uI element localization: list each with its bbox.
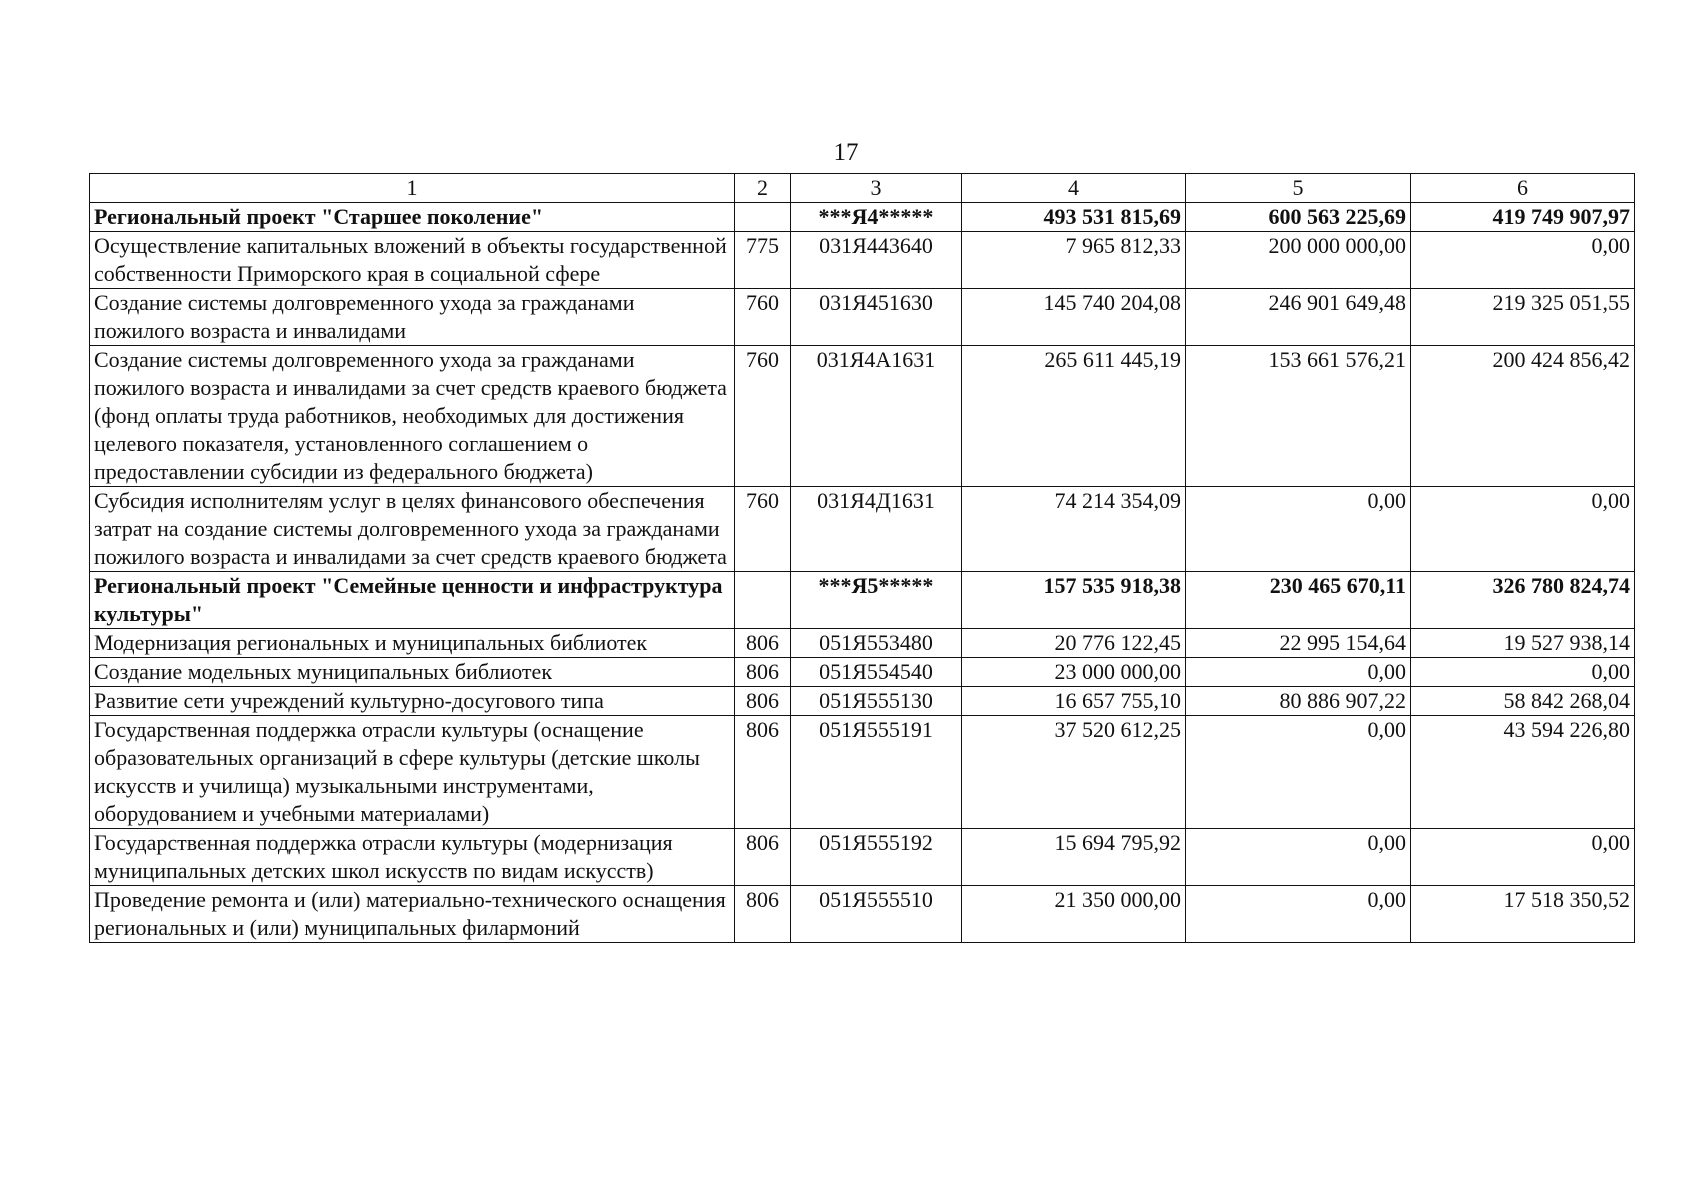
row-target-article: 031Я451630 bbox=[791, 289, 962, 346]
row-amount-col4: 37 520 612,25 bbox=[962, 716, 1186, 829]
column-number-row bbox=[90, 174, 1635, 203]
column-number: 1 bbox=[90, 174, 735, 203]
row-amount-col4: 15 694 795,92 bbox=[962, 829, 1186, 886]
row-amount-col5: 200 000 000,00 bbox=[1186, 232, 1411, 289]
project-row bbox=[90, 572, 1635, 629]
table-row bbox=[90, 487, 1635, 572]
row-target-article: ***Я5***** bbox=[791, 572, 962, 629]
column-number: 4 bbox=[962, 174, 1186, 203]
row-amount-col6: 200 424 856,42 bbox=[1411, 346, 1635, 487]
row-amount-col4: 23 000 000,00 bbox=[962, 658, 1186, 687]
row-name: Региональный проект "Семейные ценности и инфраструктура культуры" bbox=[90, 572, 735, 629]
project-row bbox=[90, 203, 1635, 232]
table-row bbox=[90, 687, 1635, 716]
column-number: 2 bbox=[735, 174, 791, 203]
row-amount-col5: 0,00 bbox=[1186, 829, 1411, 886]
row-amount-col5: 153 661 576,21 bbox=[1186, 346, 1411, 487]
row-code: 806 bbox=[735, 658, 791, 687]
row-name: Создание модельных муниципальных библиотек bbox=[90, 658, 735, 687]
column-number: 6 bbox=[1411, 174, 1635, 203]
row-amount-col6: 0,00 bbox=[1411, 658, 1635, 687]
table-row bbox=[90, 658, 1635, 687]
table-body bbox=[90, 174, 1635, 943]
row-amount-col4: 265 611 445,19 bbox=[962, 346, 1186, 487]
row-amount-col5: 230 465 670,11 bbox=[1186, 572, 1411, 629]
row-target-article: 031Я4Д1631 bbox=[791, 487, 962, 572]
table-row bbox=[90, 232, 1635, 289]
row-code: 806 bbox=[735, 716, 791, 829]
row-target-article: 051Я554540 bbox=[791, 658, 962, 687]
row-name: Создание системы долговременного ухода за гражданами пожилого возраста и инвалидами за счет средств краевого бюджета (фонд оплаты труда работников, необходимых для достижения целевого показателя, установленного соглашением о предоставлении субсидии из федерального бюджета) bbox=[90, 346, 735, 487]
row-amount-col4: 493 531 815,69 bbox=[962, 203, 1186, 232]
row-name: Государственная поддержка отрасли культуры (модернизация муниципальных детских школ искусств по видам искусств) bbox=[90, 829, 735, 886]
row-amount-col4: 16 657 755,10 bbox=[962, 687, 1186, 716]
row-amount-col6: 19 527 938,14 bbox=[1411, 629, 1635, 658]
row-name: Проведение ремонта и (или) материально-технического оснащения региональных и (или) муниципальных филармоний bbox=[90, 886, 735, 943]
row-target-article: 051Я555191 bbox=[791, 716, 962, 829]
row-code: 760 bbox=[735, 346, 791, 487]
row-target-article: 031Я4А1631 bbox=[791, 346, 962, 487]
column-number: 3 bbox=[791, 174, 962, 203]
budget-table bbox=[89, 173, 1635, 943]
row-amount-col6: 58 842 268,04 bbox=[1411, 687, 1635, 716]
row-amount-col5: 80 886 907,22 bbox=[1186, 687, 1411, 716]
page-number: 17 bbox=[833, 139, 859, 166]
row-name: Модернизация региональных и муниципальных библиотек bbox=[90, 629, 735, 658]
row-amount-col6: 0,00 bbox=[1411, 829, 1635, 886]
row-amount-col4: 20 776 122,45 bbox=[962, 629, 1186, 658]
row-code: 806 bbox=[735, 829, 791, 886]
table-row bbox=[90, 629, 1635, 658]
row-amount-col6: 326 780 824,74 bbox=[1411, 572, 1635, 629]
row-amount-col6: 0,00 bbox=[1411, 487, 1635, 572]
row-code: 760 bbox=[735, 487, 791, 572]
row-target-article: 051Я553480 bbox=[791, 629, 962, 658]
row-code: 806 bbox=[735, 687, 791, 716]
row-name: Осуществление капитальных вложений в объекты государственной собственности Приморского края в социальной сфере bbox=[90, 232, 735, 289]
row-amount-col4: 74 214 354,09 bbox=[962, 487, 1186, 572]
row-target-article: 051Я555192 bbox=[791, 829, 962, 886]
table-row bbox=[90, 289, 1635, 346]
table-row bbox=[90, 829, 1635, 886]
row-code: 775 bbox=[735, 232, 791, 289]
row-amount-col4: 7 965 812,33 bbox=[962, 232, 1186, 289]
row-amount-col4: 145 740 204,08 bbox=[962, 289, 1186, 346]
row-amount-col6: 17 518 350,52 bbox=[1411, 886, 1635, 943]
row-target-article: 051Я555130 bbox=[791, 687, 962, 716]
row-amount-col5: 246 901 649,48 bbox=[1186, 289, 1411, 346]
column-number: 5 bbox=[1186, 174, 1411, 203]
row-code: 760 bbox=[735, 289, 791, 346]
row-target-article: 031Я443640 bbox=[791, 232, 962, 289]
row-amount-col5: 600 563 225,69 bbox=[1186, 203, 1411, 232]
table-row bbox=[90, 886, 1635, 943]
row-amount-col5: 0,00 bbox=[1186, 886, 1411, 943]
row-name: Субсидия исполнителям услуг в целях финансового обеспечения затрат на создание системы долговременного ухода за гражданами пожилого возраста и инвалидами за счет средств краевого бюджета bbox=[90, 487, 735, 572]
row-amount-col6: 43 594 226,80 bbox=[1411, 716, 1635, 829]
row-code bbox=[735, 572, 791, 629]
row-amount-col5: 0,00 bbox=[1186, 658, 1411, 687]
row-amount-col4: 21 350 000,00 bbox=[962, 886, 1186, 943]
row-amount-col5: 0,00 bbox=[1186, 487, 1411, 572]
row-code: 806 bbox=[735, 629, 791, 658]
row-name: Создание системы долговременного ухода за гражданами пожилого возраста и инвалидами bbox=[90, 289, 735, 346]
row-name: Государственная поддержка отрасли культуры (оснащение образовательных организаций в сфере культуры (детские школы искусств и училища) музыкальными инструментами, оборудованием и учебными материалами) bbox=[90, 716, 735, 829]
row-code bbox=[735, 203, 791, 232]
row-amount-col6: 0,00 bbox=[1411, 232, 1635, 289]
table-row bbox=[90, 716, 1635, 829]
row-amount-col4: 157 535 918,38 bbox=[962, 572, 1186, 629]
row-target-article: ***Я4***** bbox=[791, 203, 962, 232]
table-row bbox=[90, 346, 1635, 487]
row-amount-col5: 0,00 bbox=[1186, 716, 1411, 829]
row-name: Региональный проект "Старшее поколение" bbox=[90, 203, 735, 232]
row-amount-col6: 219 325 051,55 bbox=[1411, 289, 1635, 346]
row-amount-col6: 419 749 907,97 bbox=[1411, 203, 1635, 232]
row-amount-col5: 22 995 154,64 bbox=[1186, 629, 1411, 658]
row-code: 806 bbox=[735, 886, 791, 943]
row-name: Развитие сети учреждений культурно-досугового типа bbox=[90, 687, 735, 716]
row-target-article: 051Я555510 bbox=[791, 886, 962, 943]
